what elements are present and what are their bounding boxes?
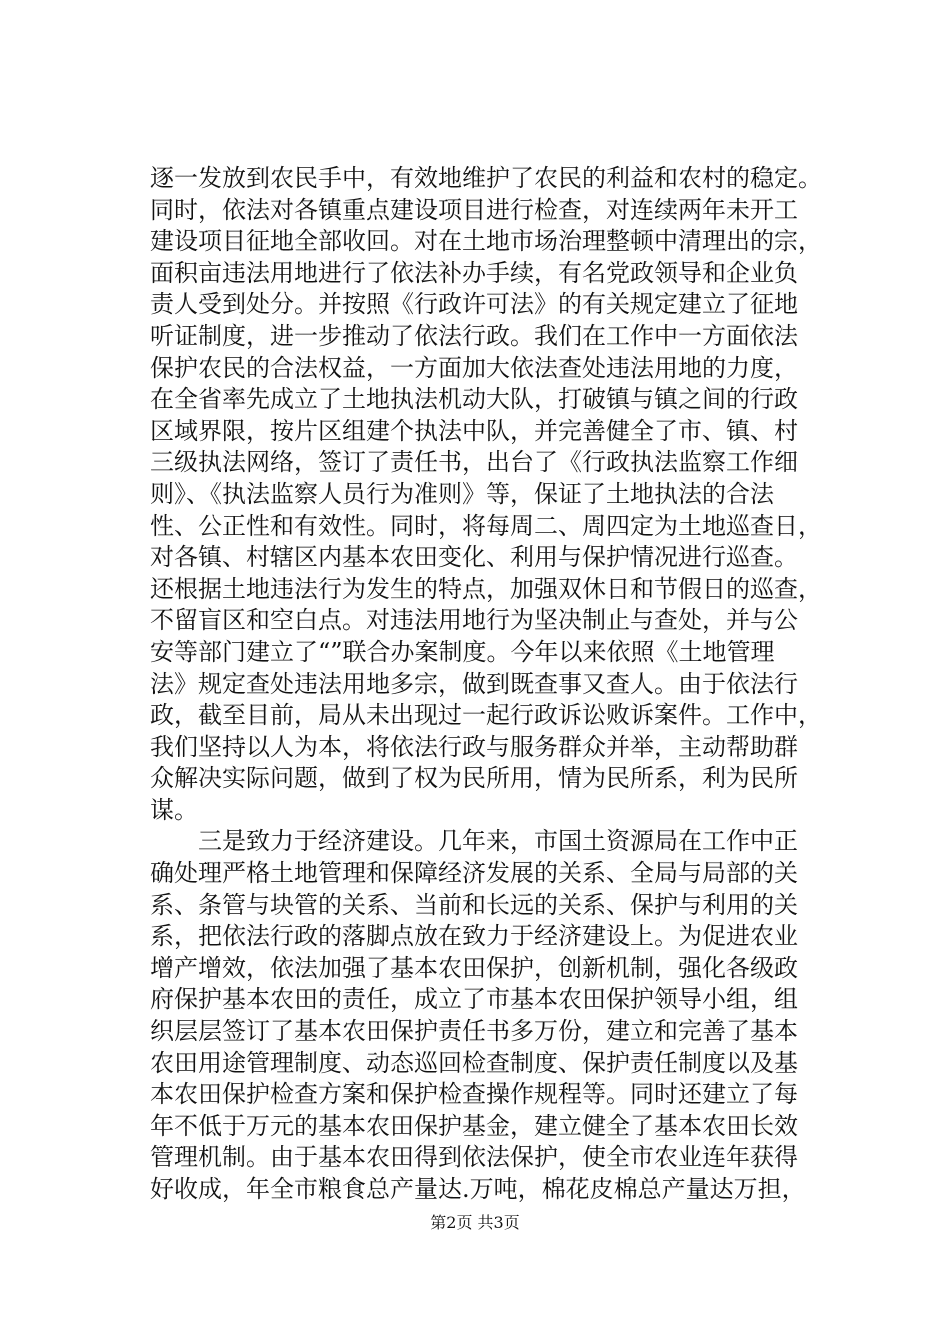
- text-line: 安等部门建立了“”联合办案制度。今年以来依照《土地管理: [150, 637, 775, 666]
- text-line: 不留盲区和空白点。对违法用地行为坚决制止与查处，并与公: [150, 606, 798, 635]
- text-line: 谋。: [150, 795, 198, 824]
- page-footer: 第2页 共3页: [430, 1213, 520, 1232]
- text-line: 同时，依法对各镇重点建设项目进行检查，对连续两年未开工: [150, 195, 798, 224]
- text-line: 保护农民的合法权益，一方面加大依法查处违法用地的力度，: [150, 353, 798, 382]
- text-line: 听证制度，进一步推动了依法行政。我们在工作中一方面依法: [150, 321, 798, 350]
- text-line: 系，把依法行政的落脚点放在致力于经济建设上。为促进农业: [150, 922, 798, 951]
- text-line: 还根据土地违法行为发生的特点，加强双休日和节假日的巡查，: [150, 574, 822, 603]
- text-line: 我们坚持以人为本，将依法行政与服务群众并举，主动帮助群: [150, 732, 798, 761]
- text-line: 政，截至目前，局从未出现过一起行政诉讼败诉案件。工作中，: [150, 701, 822, 730]
- text-line: 责人受到处分。并按照《行政许可法》的有关规定建立了征地: [150, 290, 798, 319]
- text-line: 确处理严格土地管理和保障经济发展的关系、全局与局部的关: [150, 859, 798, 888]
- text-line: 管理机制。由于基本农田得到依法保护，使全市农业连年获得: [150, 1143, 798, 1172]
- text-line: 区域界限，按片区组建个执法中队，并完善健全了市、镇、村: [150, 416, 798, 445]
- text-line: 府保护基本农田的责任，成立了市基本农田保护领导小组，组: [150, 985, 798, 1014]
- text-line: 系、条管与块管的关系、当前和长远的关系、保护与利用的关: [150, 890, 798, 919]
- text-line: 织层层签订了基本农田保护责任书多万份，建立和完善了基本: [150, 1017, 798, 1046]
- text-line: 众解决实际问题，做到了权为民所用，情为民所系，利为民所: [150, 764, 798, 793]
- text-line: 在全省率先成立了土地执法机动大队，打破镇与镇之间的行政: [150, 385, 798, 414]
- body-text: [150, 163, 830, 1206]
- text-line: 逐一发放到农民手中，有效地维护了农民的利益和农村的稳定。: [150, 164, 822, 192]
- text-line: 法》规定查处违法用地多宗，做到既查事又查人。由于依法行: [150, 669, 798, 698]
- text-line: 对各镇、村辖区内基本农田变化、利用与保护情况进行巡查。: [150, 543, 798, 572]
- text-line: 则》、《执法监察人员行为准则》等，保证了土地执法的合法: [150, 479, 774, 508]
- text-line: 建设项目征地全部收回。对在土地市场治理整顿中清理出的宗，: [150, 227, 822, 256]
- text-line: 农田用途管理制度、动态巡回检查制度、保护责任制度以及基: [150, 1048, 798, 1077]
- text-line: 本农田保护检查方案和保护检查操作规程等。同时还建立了每: [150, 1080, 798, 1109]
- text-line: 三级执法网络，签订了责任书，出台了《行政执法监察工作细: [150, 448, 798, 477]
- text-line: 年不低于万元的基本农田保护基金，建立健全了基本农田长效: [150, 1111, 798, 1140]
- text-line: 三是致力于经济建设。几年来，市国土资源局在工作中正: [198, 827, 798, 856]
- text-line: 增产增效，依法加强了基本农田保护，创新机制，强化各级政: [150, 953, 798, 982]
- text-line: 面积亩违法用地进行了依法补办手续，有名党政领导和企业负: [150, 258, 798, 287]
- text-line: 性、公正性和有效性。同时，将每周二、周四定为土地巡查日，: [150, 511, 822, 540]
- text-line: 好收成，年全市粮食总产量达.万吨，棉花皮棉总产量达万担，: [150, 1175, 806, 1203]
